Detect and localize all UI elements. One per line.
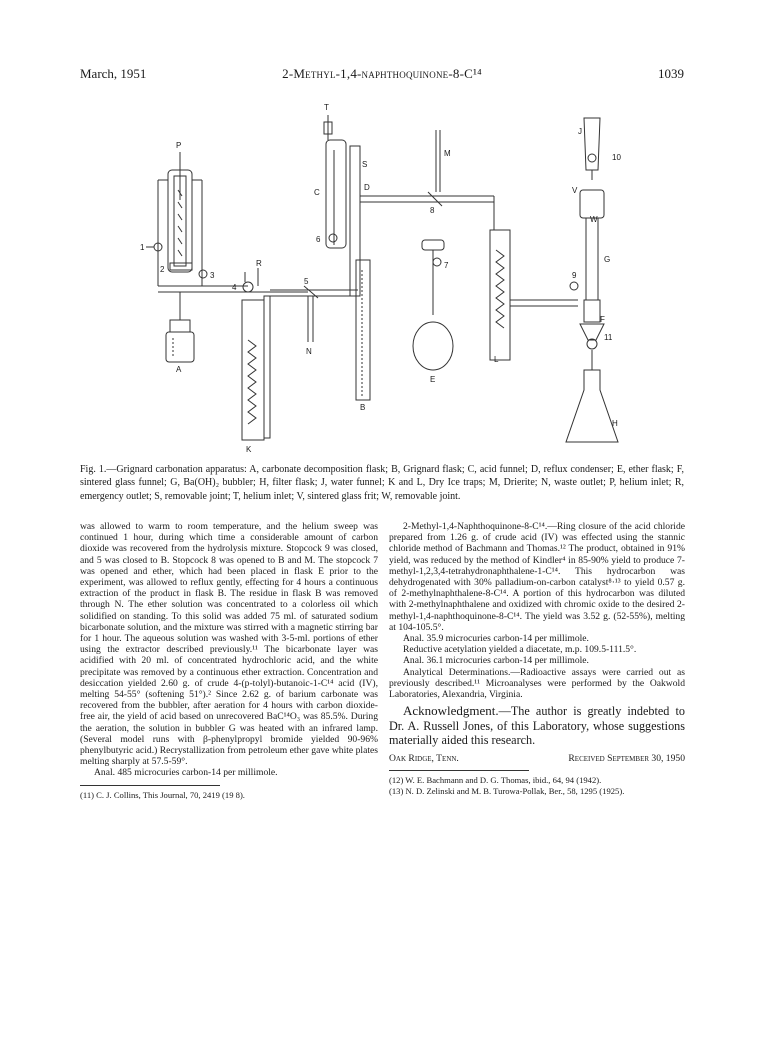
label-t: T [324, 103, 329, 112]
signature-line [389, 753, 685, 764]
footnote-13: (13) N. D. Zelinski and M. B. Turowa-Pollak, Ber., 58, 1295 (1925). [389, 786, 625, 797]
analysis-line: Anal. 36.1 microcuries carbon-14 per millimole. [403, 655, 589, 667]
label-v: V [572, 186, 578, 195]
ether-flask-e [413, 240, 453, 370]
central-column [324, 115, 370, 400]
label-2: 2 [160, 265, 165, 274]
dry-ice-trap-k [242, 296, 270, 440]
acknowledgment-heading: Acknowledgment. [403, 703, 499, 719]
section-paragraph: 2-Methyl-1,4-Naphthoquinone-8-C¹⁴.—Ring closure of the acid chloride prepared from 1.26 g. of crude acid (IV) was effected using the stannic chloride method of Bachmann and Thomas.¹² The product, obtained in 91% yield, was reduced by the method of Kindler⁴ in 85-90% yield to produce 7-methyl-1,2,3,4-tetrahydronaphthalene-1-C¹⁴. This hydrocarbon was dehydrogenated with 30% palladium-on-carbon catalyst⁸·¹³ to yield 0.57 g. of 2-methylnaphthalene-8-C¹⁴. A portion of this hydrocarbon was diluted with 2-methylnaphthalene and oxidized with chromic oxide to the desired 2-methyl-1,4-naphthoquinone-8-C¹⁴. The yield was 3.52 g. (52-55%), melting at 104-105.5°. [389, 521, 685, 633]
footnote-11: (11) C. J. Collins, This Journal, 70, 2419 (19 8). [80, 789, 245, 800]
right-assembly [510, 118, 618, 442]
label-d: D [364, 183, 370, 192]
stopcock-8-m [360, 130, 494, 206]
flask-a [166, 292, 194, 362]
label-e: E [430, 375, 436, 384]
label-k: K [246, 445, 252, 454]
received-date: Received September 30, 1950 [568, 753, 685, 765]
footnote-rule [80, 785, 220, 786]
page-number: 1039 [658, 66, 684, 81]
body-paragraph: Analytical Determinations.—Radioactive assays were carried out as previously described.¹¹ Microanalyses were performed by the Oakwold Laboratories, Alexandria, Virginia. [389, 666, 685, 701]
label-g: G [604, 255, 611, 264]
body-paragraph: Reductive acetylation yielded a diacetate, m.p. 109.5-111.5°. [403, 644, 637, 656]
label-n: N [306, 347, 312, 356]
stopcock-4-r [243, 268, 308, 292]
label-1: 1 [140, 243, 145, 252]
label-5: 5 [304, 277, 309, 286]
label-7: 7 [444, 261, 449, 270]
label-6: 6 [316, 235, 321, 244]
label-a: A [176, 365, 182, 374]
dry-ice-trap-l [490, 196, 510, 360]
running-title: 2-Methyl-1,4-naphthoquinone-8-C¹⁴ [282, 66, 482, 81]
analysis-line: Anal. 485 microcuries carbon-14 per millimole. [94, 767, 278, 779]
acknowledgment-text: —The author is greatly indebted to Dr. A. Russell Jones, of this Laboratory, whose suggestions materially aided this research. [389, 704, 685, 748]
body-paragraph: was allowed to warm to room temperature, and the helium sweep was continued 1 hour, during which time a considerable amount of carbon dioxide was recovered from the hydrolysis mixture. Stopcock 9 was closed, and 5 was closed to B. Stopcock 8 was opened to B and M. The stopcock 7 was opened and ether, which had been placed in flask E prior to the experiment, was allowed to reflux gently, effecting for 4 hours a continuous extraction of the product in flask B. The residue in flask B was removed through N. The ether solution was concentrated to a colorless oil which solidified on standing. To this solid was added 75 ml. of saturated sodium bicarbonate solution, and the mixture was stirred with a magnetic stirring bar for 1 hour. The aqueous solution was washed with 3-5-ml. portions of ether using the extractor described previously.¹¹ The bicarbonate layer was acidified with 20 ml. of concentrated hydrochloric acid, and the white precipitate was removed by a continuous ether extraction. Concentration and desiccation yielded 2.60 g. of crude 4-(p-tolyl)-butanoic-1-C¹⁴ acid (IV), melting 54-55° (softening 51°).² Since 2.62 g. of barium carbonate was recovered from the bubbler, after aeration for 4 hours with carbon dioxide-free air, the yield of acid based on unrecovered BaC¹⁴O₃ was 85.5%. During the aeration, the solution in bubbler G was heated with an infrared lamp. (Several model runs with β-phenylpropyl bromide yielded 90-96% phenylbutyric acid.) Recrystallization from petroleum ether gave white plates melting sharply at 57.5-59°. [80, 521, 378, 768]
label-p: P [176, 141, 182, 150]
acknowledgment [389, 704, 685, 748]
header-date: March, 1951 [80, 66, 147, 81]
left-column [80, 521, 378, 801]
label-j: J [578, 127, 582, 136]
right-column [389, 521, 685, 797]
figure-caption: Fig. 1.—Grignard carbonation apparatus: A, carbonate decomposition flask; B, Grignard flask; C, acid funnel; D, reflux condenser; E, ether flask; F, sintered glass funnel; G, Ba(OH)₂ bubbler; H, filter flask; J, water funnel; K and L, Dry Ice traps; M, Drierite; N, waste outlet; P, helium inlet; R, emergency outlet; S, removable joint; T, helium inlet; V, sintered glass frit; W, removable joint. [80, 464, 684, 502]
label-3: 3 [210, 271, 215, 280]
label-r: R [256, 259, 262, 268]
label-8: 8 [430, 206, 435, 215]
footnote-rule [389, 770, 529, 771]
footnote-12: (12) W. E. Bachmann and D. G. Thomas, ibid., 64, 94 (1942). [389, 775, 602, 786]
label-b: B [360, 403, 366, 412]
label-11: 11 [604, 333, 613, 342]
apparatus-figure [118, 100, 688, 458]
stopcock-5-n [270, 286, 358, 342]
label-9: 9 [572, 271, 577, 280]
label-h: H [612, 419, 618, 428]
stopcock-1 [146, 243, 162, 251]
label-10: 10 [612, 153, 621, 162]
label-s: S [362, 160, 368, 169]
label-l: L [494, 355, 499, 364]
analysis-line: Anal. 35.9 microcuries carbon-14 per millimole. [403, 633, 589, 645]
label-m: M [444, 149, 451, 158]
label-f: F [600, 315, 605, 324]
location: Oak Ridge, Tenn. [389, 753, 459, 765]
label-w: W [590, 215, 598, 224]
label-c: C [314, 188, 320, 197]
page-header [80, 66, 684, 86]
label-4: 4 [232, 283, 237, 292]
